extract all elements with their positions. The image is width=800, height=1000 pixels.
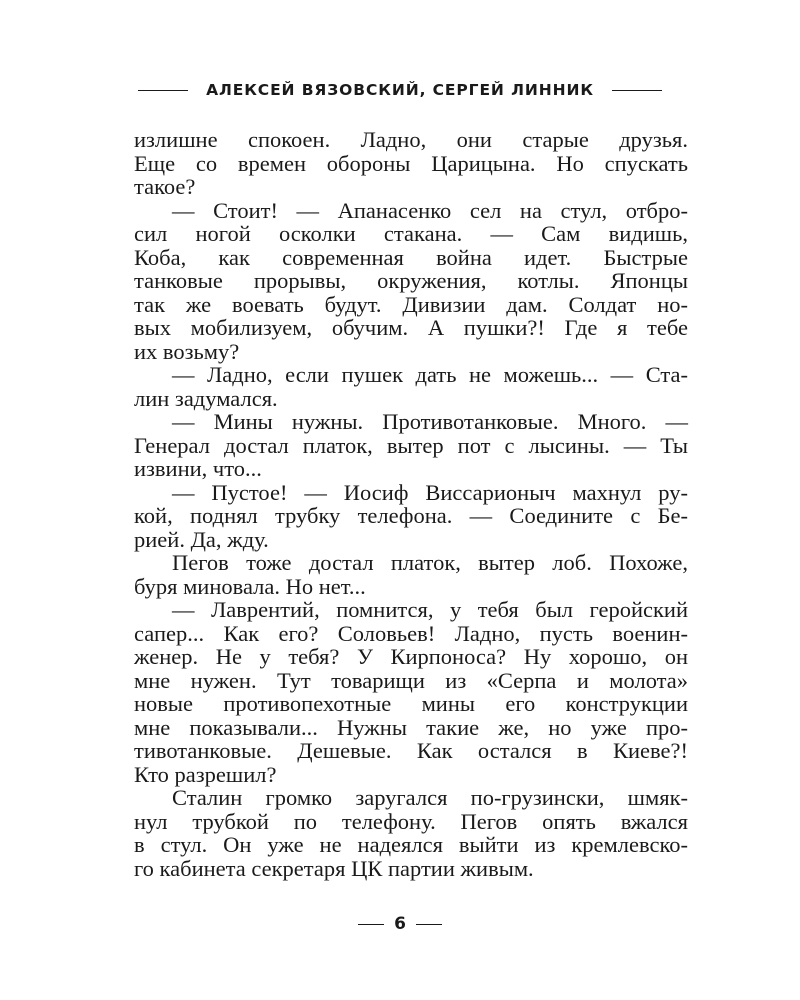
text-line: в стул. Он уже не надеялся выйти из кремлевско- <box>134 832 688 857</box>
text-line: такое? <box>134 174 196 199</box>
text-line: рией. Да, жду. <box>134 526 269 552</box>
text-line: го кабинета секретаря ЦК партии живым. <box>134 855 534 881</box>
text-line: буря миновала. Но нет... <box>134 573 366 599</box>
folio-dash-right <box>416 924 442 925</box>
text-line: извини, что... <box>134 456 262 481</box>
text-line: Генерал достал платок, вытер пот с лысины. — Ты <box>134 432 688 458</box>
text-line: Кто разрешил? <box>134 761 277 787</box>
page-footer <box>0 914 800 934</box>
body-text <box>134 128 688 880</box>
text-line: нул трубкой по телефону. Пегов опять вжался <box>134 808 688 834</box>
text-line: — Ладно, если пушек дать не можешь... — Ста- <box>172 362 688 387</box>
text-line: — Стоит! — Апанасенко сел на стул, отбро- <box>172 197 688 223</box>
text-line: Сталин громко заругался по-грузински, шмяк- <box>172 785 688 810</box>
text-line: — Пустое! — Иосиф Виссарионыч махнул ру- <box>172 479 688 505</box>
text-line: танковые прорывы, окружения, котлы. Японцы <box>134 268 688 293</box>
text-line: сапер... Как его? Соловьев! Ладно, пусть военин- <box>134 620 688 646</box>
running-title: АЛЕКСЕЙ ВЯЗОВСКИЙ, СЕРГЕЙ ЛИННИК <box>206 81 594 99</box>
text-line: их возьму? <box>134 338 240 364</box>
header-rule-right <box>612 90 662 91</box>
text-line: мне нужен. Тут товарищи из «Серпа и молота» <box>134 667 688 693</box>
header-rule-left <box>138 90 188 91</box>
text-line: — Лаврентий, помнится, у тебя был геройский <box>172 597 688 622</box>
text-line: лин задумался. <box>134 385 278 411</box>
text-line: мне показывали... Нужны такие же, но уже про- <box>134 714 688 740</box>
text-line: так же воевать будут. Дивизии дам. Солдат но- <box>134 291 688 317</box>
running-header <box>0 78 800 102</box>
text-line: сил ногой осколки стакана. — Сам видишь, <box>134 221 688 246</box>
page-number: 6 <box>394 914 406 934</box>
text-line: вых мобилизуем, обучим. А пушки?! Где я тебе <box>134 315 688 340</box>
folio-dash-left <box>358 924 384 925</box>
text-line: Коба, как современная война идет. Быстрые <box>134 244 688 270</box>
text-line: кой, поднял трубку телефона. — Соедините с Бе- <box>134 503 688 528</box>
text-line: Пегов тоже достал платок, вытер лоб. Похоже, <box>172 550 688 575</box>
text-line: новые противопехотные мины его конструкции <box>134 691 688 716</box>
text-line: тивотанковые. Дешевые. Как остался в Киеве?! <box>134 738 688 763</box>
text-line: женер. Не у тебя? У Кирпоноса? Ну хорошо, он <box>134 644 688 669</box>
text-line: Еще со времен обороны Царицына. Но спускать <box>134 150 688 176</box>
text-line: излишне спокоен. Ладно, они старые друзья. <box>134 127 688 152</box>
text-line: — Мины нужны. Противотанковые. Много. — <box>172 409 688 434</box>
